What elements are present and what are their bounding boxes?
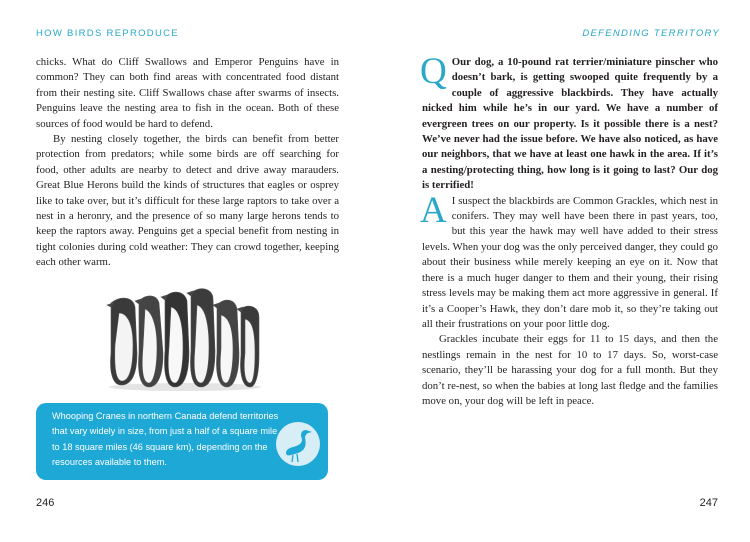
page-number-left: 246	[36, 497, 55, 509]
answer-dropcap: A	[420, 189, 447, 231]
right-body-text	[420, 51, 718, 409]
question-paragraph	[420, 51, 718, 194]
sidebar-text: Whooping Cranes in northern Canada defend territories that vary widely in size, from just a half of a square mile to 18 square miles (46 square km), depending on the resources available to them.	[52, 411, 279, 468]
running-head-left: HOW BIRDS REPRODUCE	[36, 28, 179, 39]
penguin-figure	[135, 296, 163, 387]
penguin-figure	[187, 289, 215, 387]
running-head-right: DEFENDING TERRITORY	[582, 28, 720, 39]
penguin-figure	[237, 306, 259, 387]
answer-text: I suspect the blackbirds are Common Grackles, which nest in conifers. They may well have been there in past years, too, but this year the hawk may well have added to their stress levels. When your dog was the only perceived danger, they could go about their business while merely keeping an eye on it. Now that there is a much huger danger to them and their young, their rising stress levels may be making them act more aggressive in general. If it’s a Cooper’s Hawk, they don’t dare mob it, so they’re taking out all their frustrations on your poor little dog.	[422, 194, 718, 330]
left-paragraph-1: chicks. What do Cliff Swallows and Emperor Penguins have in common? They can both find areas with concentrated food distant from their nesting site. Cliff Swallows chase after swarms of insects. Penguins leave the nesting area to fish in the ocean. Both of these sources of food would be hard to defend.	[36, 56, 339, 130]
right-page	[375, 0, 750, 542]
crane-icon-badge	[276, 422, 320, 466]
penguin-figure	[213, 300, 239, 387]
answer-paragraph	[420, 189, 718, 333]
question-text: Our dog, a 10-pound rat terrier/miniature pinscher who doesn’t bark, is getting swooped quite frequently by a couple of aggressive blackbirds. They have actually nicked him while he’s in our yard. We have a number of evergreen trees on our property. Is it possible there is a nest? We’ve never had the issue before. We have also noticed, as have our neighbors, that we have at least one hawk in the area. If it’s a nesting/protecting thing, how long is it going to last? Our dog is terrified!	[422, 56, 718, 192]
penguin-figure	[161, 292, 189, 387]
left-paragraph-2: By nesting closely together, the birds can benefit from better protection from predators; while some birds are off searching for food, other adults are nearby to detect and drive away marauders. Great Blue Herons build the kinds of structures that eagles or osprey like to take over, but it’s difficult for these large raptors to take over a nest in a heronry, and the presence of so many large herons tends to keep the raptors away. Penguins get a special benefit from nesting in tight colonies during cold weather: They can crowd together, keeping each other warm.	[36, 133, 339, 269]
page-number-right: 247	[699, 497, 718, 509]
question-dropcap: Q	[420, 51, 447, 92]
penguin-figure	[107, 298, 137, 385]
left-body-text	[36, 55, 339, 271]
penguin-illustration	[105, 283, 265, 391]
sidebar-callout	[36, 403, 328, 480]
answer-paragraph-2: Grackles incubate their eggs for 11 to 15 days, and then the nestlings remain in the nest for 10 to 17 days. So, worst-case scenario, they’ll be harassing your dog for a full month. But they don’t re-nest, so when the babies at long last fledge and the families move on, your dog will be left in peace.	[422, 333, 718, 407]
crane-icon	[276, 422, 320, 466]
